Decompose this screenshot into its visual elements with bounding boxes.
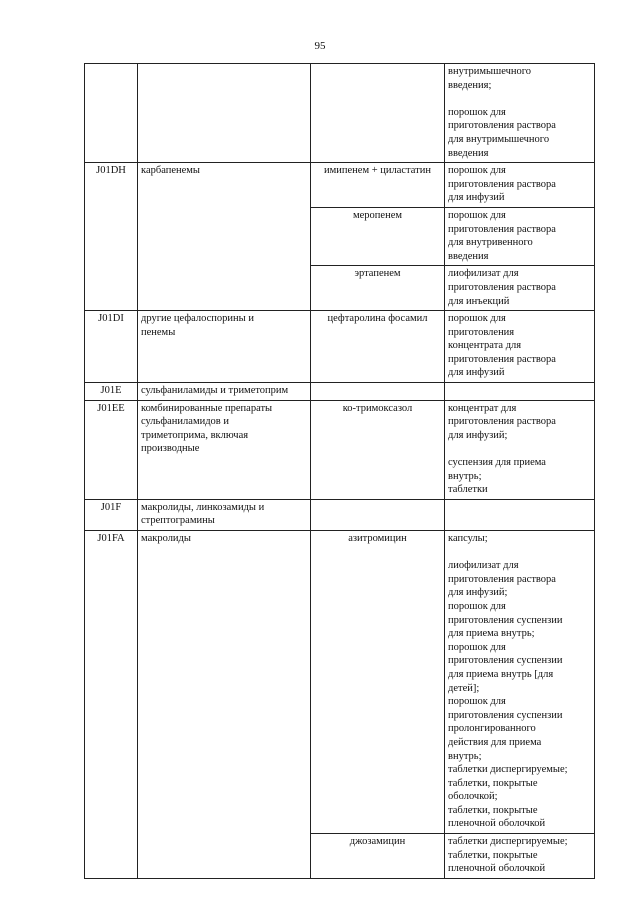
table-row xyxy=(85,311,595,383)
atc-code-cell xyxy=(85,64,138,163)
dosage-forms-cell xyxy=(445,499,595,530)
drug-cell xyxy=(311,64,445,163)
dosage-forms-cell: внутримышечного введения; порошок для приготовления раствора для внутримышечного введения xyxy=(445,64,595,163)
dosage-forms-cell: таблетки диспергируемые; таблетки, покрытые пленочной оболочкой xyxy=(445,834,595,879)
atc-code-cell: J01FA xyxy=(85,531,138,879)
dosage-forms-cell: концентрат для приготовления раствора для инфузий; суспензия для приема внутрь; таблетки xyxy=(445,400,595,499)
drug-cell: азитромицин xyxy=(311,531,445,834)
group-cell: макролиды xyxy=(138,531,311,879)
table-row xyxy=(85,64,595,163)
drug-cell: эртапенем xyxy=(311,266,445,311)
drug-cell: цефтаролина фосамил xyxy=(311,311,445,383)
dosage-forms-cell: порошок для приготовления концентрата для приготовления раствора для инфузий xyxy=(445,311,595,383)
dosage-forms-cell: порошок для приготовления раствора для внутривенного введения xyxy=(445,207,595,265)
atc-code-cell: J01DH xyxy=(85,163,138,311)
dosage-forms-cell: капсулы; лиофилизат для приготовления раствора для инфузий; порошок для приготовления суспензии для приема внутрь; порошок для приготовления суспензии для приема внутрь [для детей]; порошок для приготовления суспензии пролонгированного действия для приема внутрь; таблетки диспергируемые; таблетки, покрытые оболочкой; таблетки, покрытые пленочной оболочкой xyxy=(445,531,595,834)
drug-cell: джозамицин xyxy=(311,834,445,879)
group-cell: карбапенемы xyxy=(138,163,311,311)
dosage-forms-cell: порошок для приготовления раствора для инфузий xyxy=(445,163,595,208)
atc-code-cell: J01DI xyxy=(85,311,138,383)
table-row xyxy=(85,163,595,208)
dosage-forms-cell xyxy=(445,383,595,401)
group-cell xyxy=(138,64,311,163)
drug-cell xyxy=(311,499,445,530)
page-number: 95 xyxy=(314,40,326,52)
atc-code-cell: J01EE xyxy=(85,400,138,499)
drug-cell xyxy=(311,383,445,401)
drug-table xyxy=(84,63,595,879)
group-cell: сульфаниламиды и триметоприм xyxy=(138,383,311,401)
group-cell: другие цефалоспорины и пенемы xyxy=(138,311,311,383)
table-row xyxy=(85,499,595,530)
dosage-forms-cell: лиофилизат для приготовления раствора для инъекций xyxy=(445,266,595,311)
drug-cell: ко-тримоксазол xyxy=(311,400,445,499)
atc-code-cell: J01F xyxy=(85,499,138,530)
table-row xyxy=(85,531,595,834)
drug-cell: имипенем + циластатин xyxy=(311,163,445,208)
group-cell: макролиды, линкозамиды и стрептограмины xyxy=(138,499,311,530)
drug-cell: меропенем xyxy=(311,207,445,265)
atc-code-cell: J01E xyxy=(85,383,138,401)
group-cell: комбинированные препараты сульфаниламидов и триметоприма, включая производные xyxy=(138,400,311,499)
table-row xyxy=(85,383,595,401)
table-row xyxy=(85,400,595,499)
